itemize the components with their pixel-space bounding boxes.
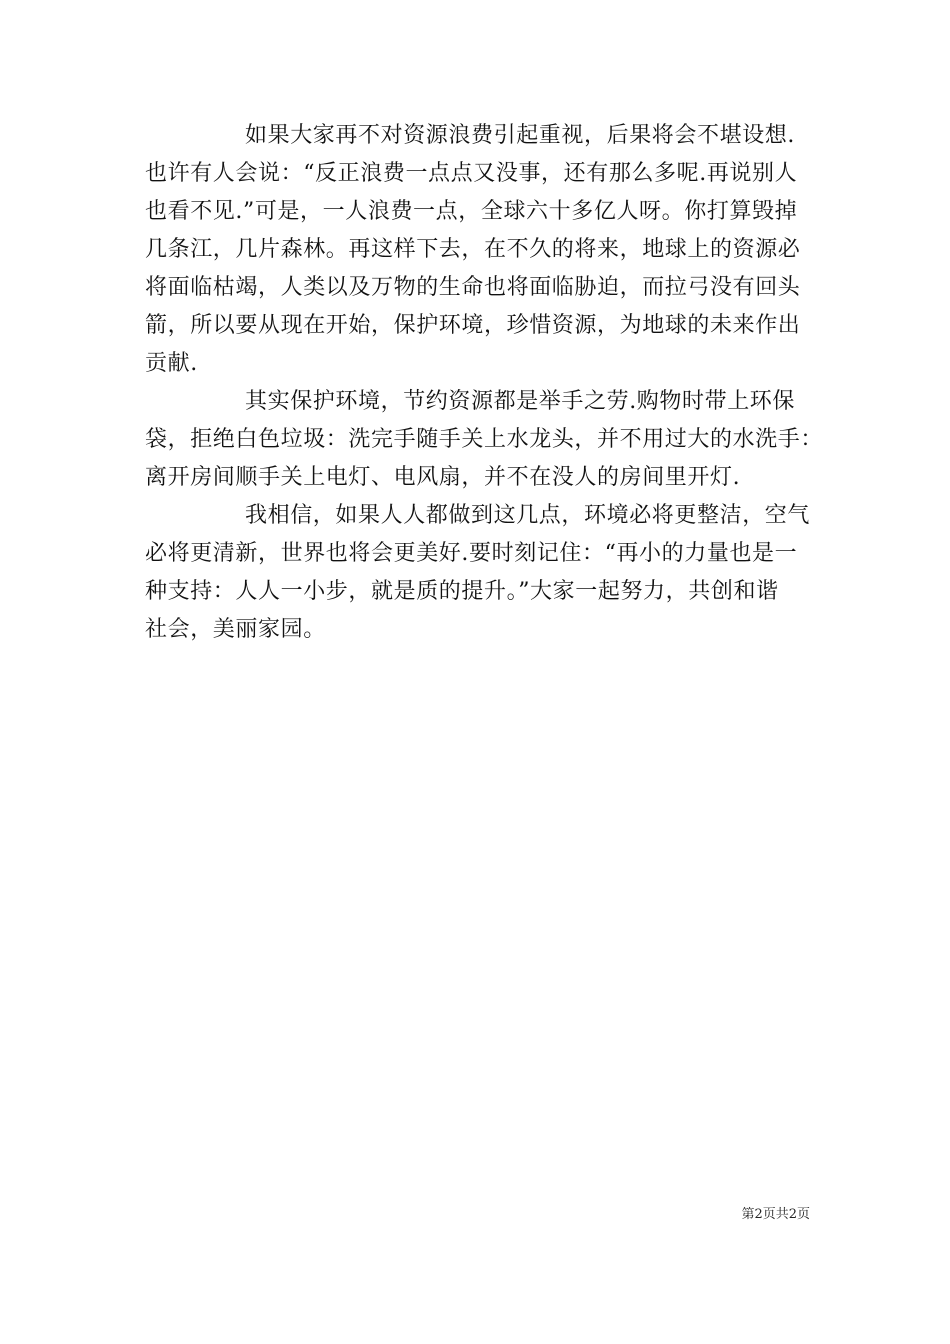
text-line: 必将更清新，世界也将会更美好.要时刻记住：“再小的力量也是一 — [145, 541, 798, 566]
paragraph-1 — [145, 117, 810, 383]
text-line: 几条江，几片森林。再这样下去，在不久的将来，地球上的资源必 — [145, 237, 801, 262]
text-line: 其实保护环境，节约资源都是举手之劳.购物时带上环保 — [245, 389, 795, 414]
page-number: 第2页共2页 — [741, 1207, 810, 1222]
text-line: 我相信，如果人人都做到这几点，环境必将更整洁，空气 — [245, 503, 811, 528]
paragraph-3 — [145, 497, 810, 649]
text-line: 也许有人会说：“反正浪费一点点又没事，还有那么多呢.再说别人 — [145, 161, 798, 186]
text-line: 也看不见.”可是，一人浪费一点，全球六十多亿人呀。你打算毁掉 — [145, 199, 798, 224]
text-line: 箭，所以要从现在开始，保护环境，珍惜资源，为地球的未来作出 — [145, 313, 801, 338]
text-line: 将面临枯竭，人类以及万物的生命也将面临胁迫，而拉弓没有回头 — [145, 275, 801, 300]
body-text — [145, 117, 824, 649]
text-line: 如果大家再不对资源浪费引起重视，后果将会不堪设想. — [245, 123, 795, 148]
text-line: 社会，美丽家园。 — [145, 617, 326, 642]
paragraph-2 — [145, 383, 824, 497]
text-line: 离开房间顺手关上电灯、电风扇，并不在没人的房间里开灯. — [145, 465, 741, 490]
text-line: 袋，拒绝白色垃圾：洗完手随手关上水龙头，并不用过大的水洗手： — [145, 427, 824, 452]
text-line: 贡献. — [145, 351, 198, 376]
text-line: 种支持：人人一小步，就是质的提升。”大家一起努力，共创和谐 — [145, 579, 779, 604]
